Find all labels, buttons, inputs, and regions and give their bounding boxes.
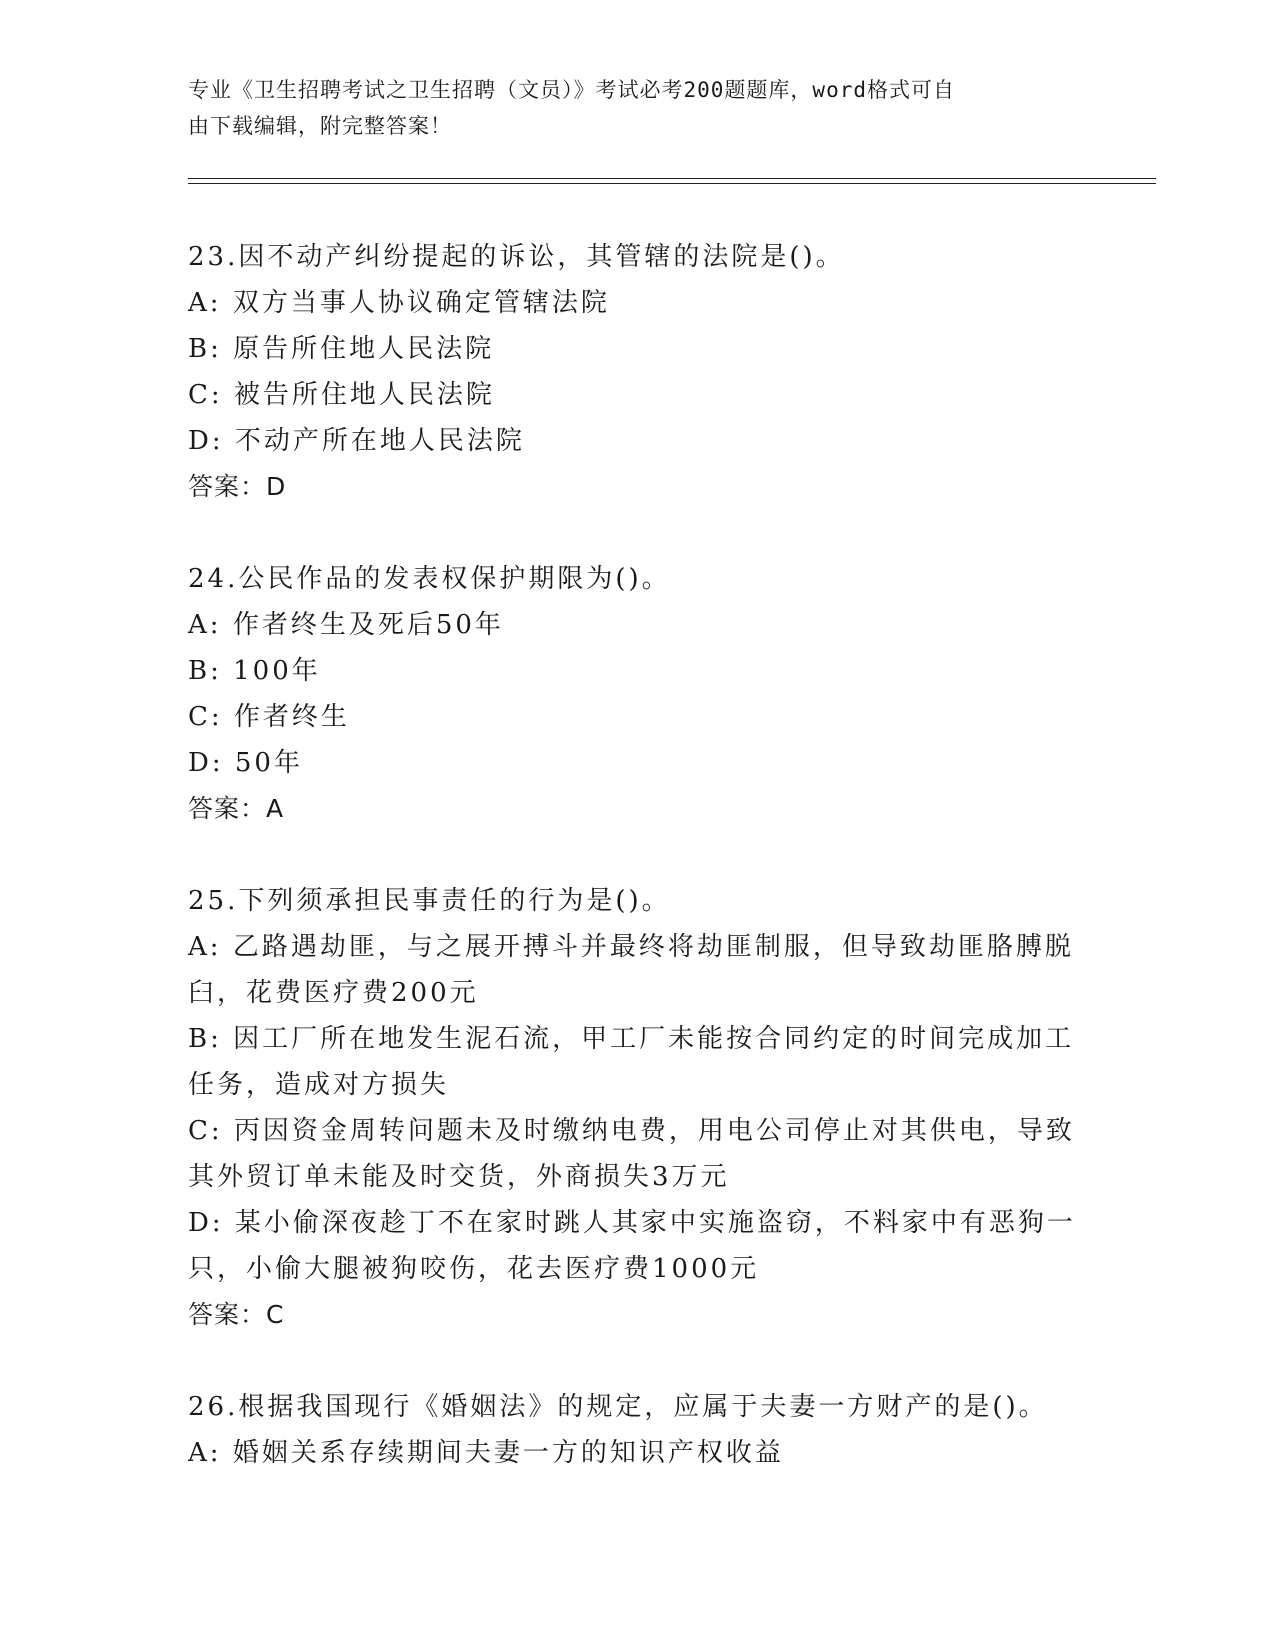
option-text: 作者终生及死后50年: [232, 610, 504, 640]
option-key: D:: [188, 1208, 224, 1238]
option-b: [188, 326, 1088, 372]
header-line-2: 由下载编辑，附完整答案！: [188, 114, 452, 138]
option-text: 婚姻关系存续期间夫妻一方的知识产权收益: [232, 1438, 784, 1468]
option-c: [188, 372, 1088, 418]
option-key: C:: [188, 380, 223, 410]
question-24: [188, 556, 1088, 832]
option-key: A:: [188, 610, 222, 640]
option-text: 被告所住地人民法院: [233, 380, 495, 410]
option-a: [188, 280, 1088, 326]
option-text: 50年: [234, 748, 303, 778]
option-text: 双方当事人协议确定管辖法院: [232, 288, 610, 318]
document-header: [188, 72, 1068, 144]
option-text: 丙因资金周转问题未及时缴纳电费，用电公司停止对其供电，导致其外贸订单未能及时交货，外商损失3万元: [188, 1116, 1075, 1192]
question-23: [188, 234, 1088, 510]
option-text: 不动产所在地人民法院: [234, 426, 525, 456]
option-b: [188, 648, 1088, 694]
option-c: [188, 1108, 1088, 1200]
option-key: A:: [188, 932, 222, 962]
option-c: [188, 694, 1088, 740]
question-stem: 26.根据我国现行《婚姻法》的规定，应属于夫妻一方财产的是()。: [188, 1392, 1048, 1422]
option-text: 某小偷深夜趁丁不在家时跳人其家中实施盗窃，不料家中有恶狗一只，小偷大腿被狗咬伤，花去医疗费1000元: [188, 1208, 1076, 1284]
question-stem: 24.公民作品的发表权保护期限为()。: [188, 564, 671, 594]
option-key: A:: [188, 1438, 222, 1468]
option-key: B:: [188, 334, 222, 364]
option-key: B:: [188, 656, 222, 686]
answer-line: 答案：D: [188, 472, 287, 501]
header-divider-top: [188, 178, 1156, 179]
option-key: A:: [188, 288, 222, 318]
question-26: [188, 1384, 1088, 1476]
option-key: D:: [188, 748, 224, 778]
option-d: [188, 740, 1088, 786]
question-stem: 23.因不动产纠纷提起的诉讼，其管辖的法院是()。: [188, 242, 845, 272]
question-25: [188, 878, 1088, 1338]
option-key: C:: [188, 702, 223, 732]
option-key: C:: [188, 1116, 223, 1146]
question-list: [188, 234, 1088, 1522]
option-key: B:: [188, 1024, 222, 1054]
option-a: [188, 602, 1088, 648]
option-text: 作者终生: [233, 702, 350, 732]
question-stem: 25.下列须承担民事责任的行为是()。: [188, 886, 671, 916]
option-text: 因工厂所在地发生泥石流，甲工厂未能按合同约定的时间完成加工任务，造成对方损失: [188, 1024, 1075, 1100]
option-text: 乙路遇劫匪，与之展开搏斗并最终将劫匪制服，但导致劫匪胳膊脱臼，花费医疗费200元: [188, 932, 1074, 1008]
option-a: [188, 924, 1088, 1016]
option-d: [188, 418, 1088, 464]
answer-line: 答案：C: [188, 1300, 285, 1329]
option-text: 100年: [233, 656, 321, 686]
answer-line: 答案：A: [188, 794, 285, 823]
option-b: [188, 1016, 1088, 1108]
option-d: [188, 1200, 1088, 1292]
option-key: D:: [188, 426, 224, 456]
header-divider-bottom: [188, 183, 1156, 184]
header-line-1: 专业《卫生招聘考试之卫生招聘（文员）》考试必考200题题库，word格式可自: [188, 78, 955, 102]
option-text: 原告所住地人民法院: [233, 334, 495, 364]
option-a: [188, 1430, 1088, 1476]
